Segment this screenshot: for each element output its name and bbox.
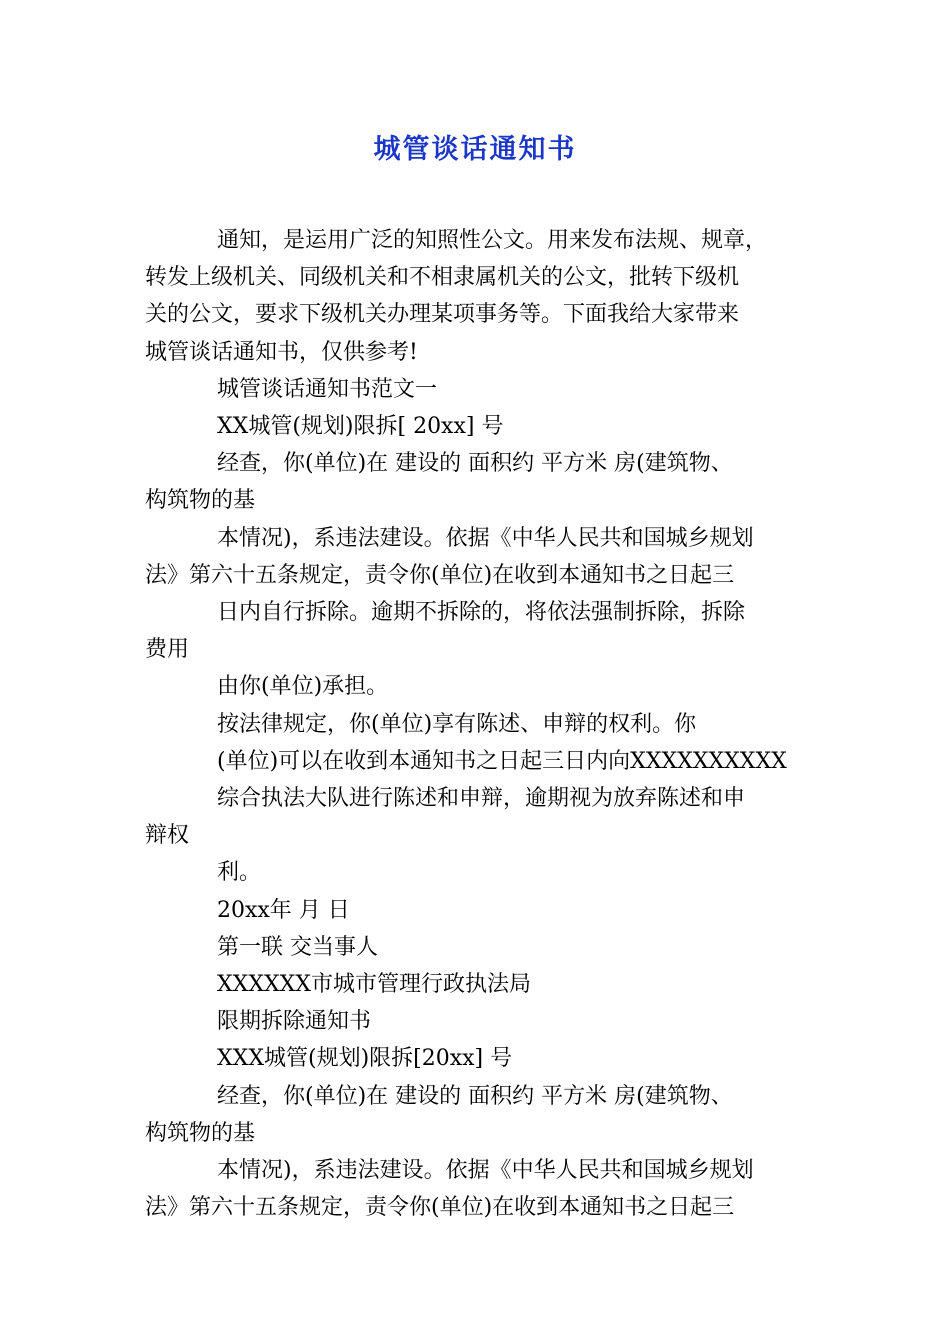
text-line: 经查，你(单位)在 建设的 面积约 平方米 房(建筑物、 <box>217 451 733 477</box>
text-line: 构筑物的基 <box>145 1120 256 1146</box>
text-line: XXXXXX市城市管理行政执法局 <box>217 972 531 998</box>
text-line: 20xx年 月 日 <box>217 897 350 923</box>
text-line: 城管谈话通知书，仅供参考! <box>145 339 418 365</box>
text-line: 综合执法大队进行陈述和申辩，逾期视为放弃陈述和申 <box>217 786 746 812</box>
text-line: 限期拆除通知书 <box>217 1009 372 1035</box>
text-line: 法》第六十五条规定，责令你(单位)在收到本通知书之日起三 <box>145 1195 735 1221</box>
text-line: 城管谈话通知书范文一 <box>217 376 438 402</box>
text-line: 经查，你(单位)在 建设的 面积约 平方米 房(建筑物、 <box>217 1083 733 1109</box>
text-line: 构筑物的基 <box>145 488 256 514</box>
text-line: 法》第六十五条规定，责令你(单位)在收到本通知书之日起三 <box>145 562 735 588</box>
text-line: 通知，是运用广泛的知照性公文。用来发布法规、规章， <box>217 228 768 253</box>
text-line: 利。 <box>217 860 262 886</box>
text-line: XXX城管(规划)限拆[20xx] 号 <box>217 1046 513 1072</box>
text-line: 日内自行拆除。逾期不拆除的，将依法强制拆除，拆除 <box>217 600 746 626</box>
text-line: 转发上级机关、同级机关和不相隶属机关的公文，批转下级机 <box>145 265 740 291</box>
document-body <box>145 222 810 1226</box>
text-line: 由你(单位)承担。 <box>217 674 389 700</box>
text-line: 关的公文，要求下级机关办理某项事务等。下面我给大家带来 <box>145 302 740 328</box>
text-line: 辩权 <box>145 823 190 849</box>
text-line: (单位)可以在收到本通知书之日起三日内向XXXXXXXXXX <box>217 748 787 774</box>
text-line: 按法律规定，你(单位)享有陈述、申辩的权利。你 <box>217 711 697 737</box>
text-line: 第一联 交当事人 <box>217 934 378 960</box>
text-line: 本情况)，系违法建设。依据《中华人民共和国城乡规划 <box>217 525 754 551</box>
text-line: XX城管(规划)限拆[ 20xx] 号 <box>217 414 504 440</box>
document-title: 城管谈话通知书 <box>373 134 577 165</box>
text-line: 费用 <box>145 637 190 663</box>
text-line: 本情况)，系违法建设。依据《中华人民共和国城乡规划 <box>217 1158 754 1184</box>
